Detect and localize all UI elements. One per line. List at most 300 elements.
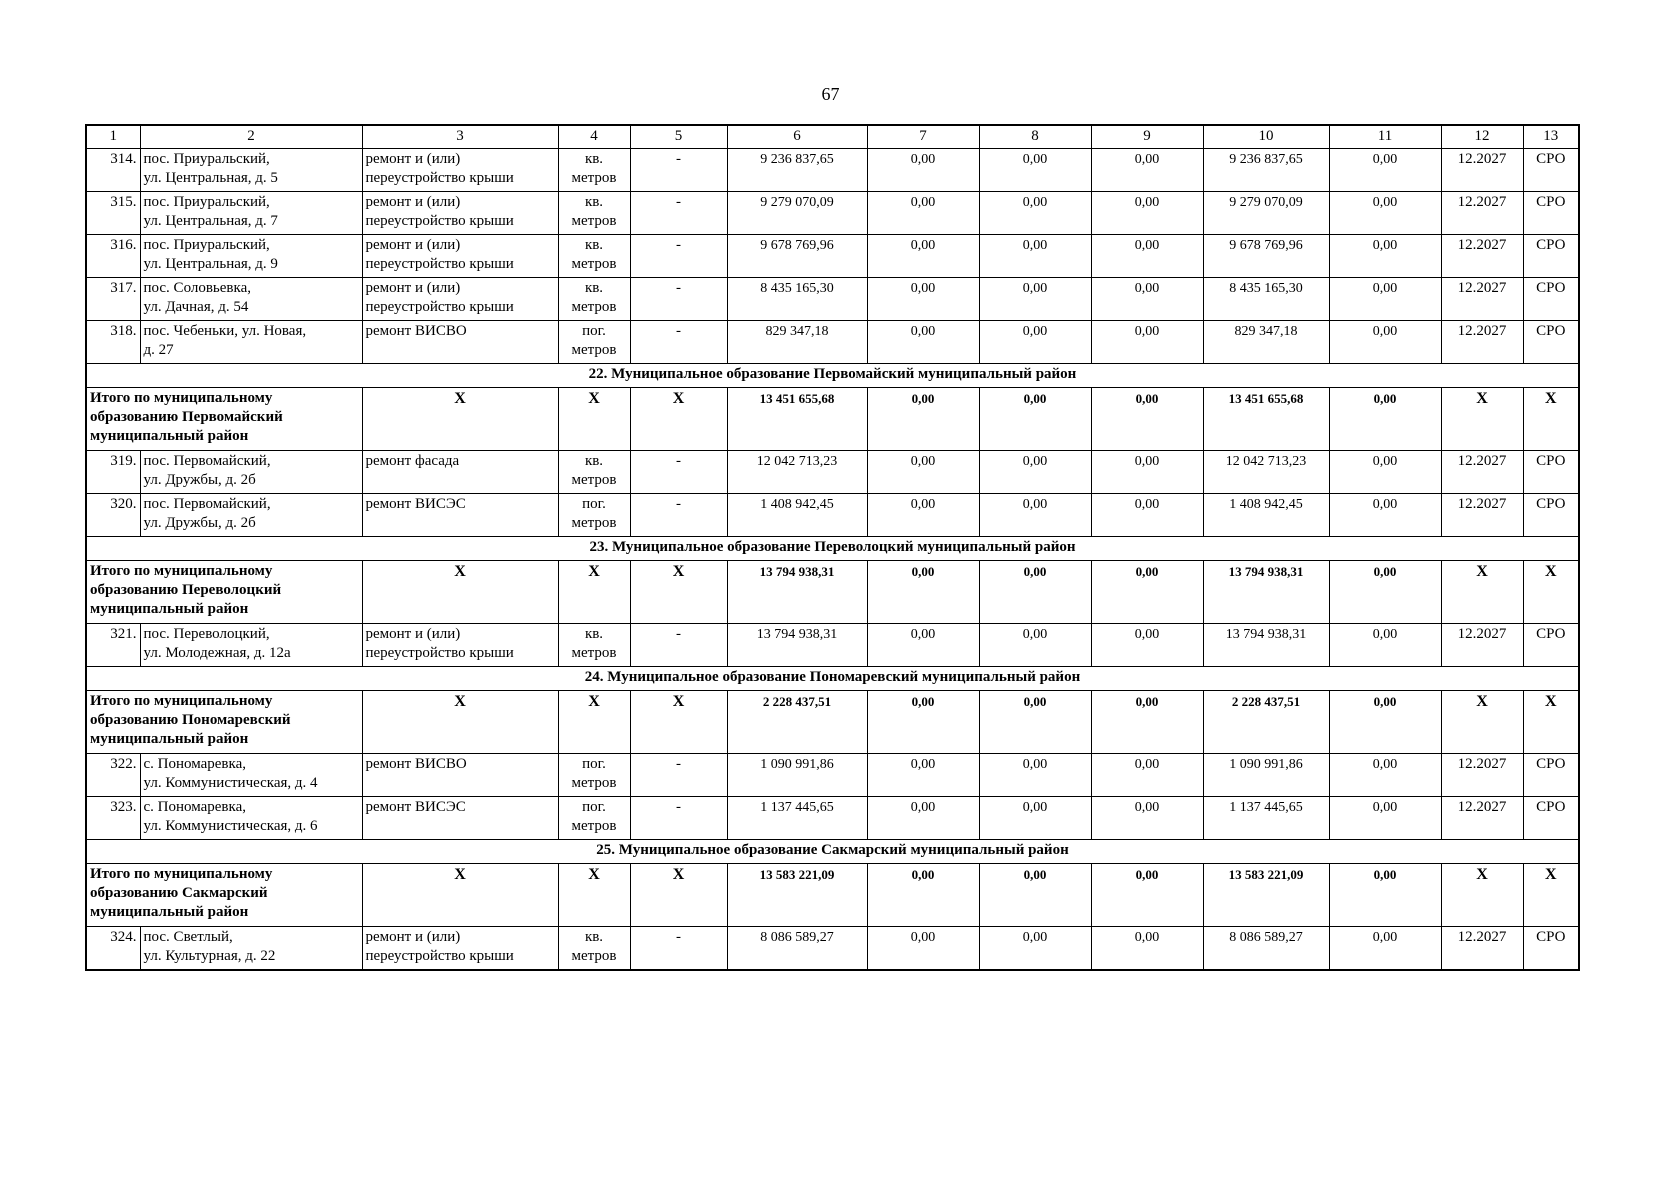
- cell-col8: 0,00: [979, 561, 1091, 624]
- row-number: 317.: [86, 278, 140, 321]
- unit-cell-line: метров: [571, 213, 617, 229]
- cell-col9: 0,00: [1091, 494, 1203, 537]
- work-type-cell: [362, 321, 558, 364]
- subtotal-label-line: Итого по муниципальному: [90, 390, 273, 406]
- unit-cell: [558, 754, 630, 797]
- column-number-header: 6: [727, 125, 867, 149]
- cell-col7: 0,00: [867, 235, 979, 278]
- cell-col5: -: [630, 149, 727, 192]
- cell-col12: X: [1441, 864, 1523, 927]
- address-cell-line: ул. Коммунистическая, д. 6: [143, 818, 318, 834]
- row-number: 318.: [86, 321, 140, 364]
- address-cell: [140, 754, 362, 797]
- address-cell-line: ул. Центральная, д. 9: [143, 256, 278, 272]
- row-number: 319.: [86, 451, 140, 494]
- column-number-header: 7: [867, 125, 979, 149]
- cell-deadline: 12.2027: [1441, 321, 1523, 364]
- address-cell-line: пос. Соловьевка,: [143, 280, 251, 296]
- cell-col5: -: [630, 321, 727, 364]
- work-type-cell-line: переустройство крыши: [365, 256, 514, 272]
- cell-col9: 0,00: [1091, 864, 1203, 927]
- row-number: 322.: [86, 754, 140, 797]
- cell-source: СРО: [1523, 624, 1579, 667]
- cell-source: СРО: [1523, 797, 1579, 840]
- cell-col11: 0,00: [1329, 691, 1441, 754]
- subtotal-label-line: Итого по муниципальному: [90, 563, 273, 579]
- cell-col4: X: [558, 864, 630, 927]
- cell-col10: 1 408 942,45: [1203, 494, 1329, 537]
- address-cell: [140, 321, 362, 364]
- cell-col3: X: [362, 561, 558, 624]
- table-row: [86, 235, 1579, 278]
- cell-col8: 0,00: [979, 149, 1091, 192]
- subtotal-row: [86, 561, 1579, 624]
- cell-total-cost: 13 583 221,09: [727, 864, 867, 927]
- cell-col12: X: [1441, 691, 1523, 754]
- cell-col7: 0,00: [867, 321, 979, 364]
- address-cell: [140, 149, 362, 192]
- subtotal-label: [86, 561, 362, 624]
- work-type-cell: [362, 624, 558, 667]
- address-cell: [140, 927, 362, 971]
- address-cell-line: д. 27: [143, 342, 174, 358]
- cell-col11: 0,00: [1329, 927, 1441, 971]
- table-row: [86, 624, 1579, 667]
- cell-col10: 13 583 221,09: [1203, 864, 1329, 927]
- row-number: 315.: [86, 192, 140, 235]
- cell-col5: -: [630, 494, 727, 537]
- unit-cell-line: кв.: [584, 626, 604, 642]
- cell-col4: X: [558, 388, 630, 451]
- subtotal-row: [86, 691, 1579, 754]
- address-cell-line: ул. Культурная, д. 22: [143, 948, 276, 964]
- unit-cell-line: кв.: [584, 151, 604, 167]
- cell-col5: -: [630, 927, 727, 971]
- work-type-cell-line: переустройство крыши: [365, 213, 514, 229]
- cell-col10: 13 451 655,68: [1203, 388, 1329, 451]
- cell-col4: X: [558, 561, 630, 624]
- table-row: [86, 494, 1579, 537]
- work-type-cell-line: ремонт и (или): [365, 237, 461, 253]
- cell-col10: 1 137 445,65: [1203, 797, 1329, 840]
- table-row: [86, 192, 1579, 235]
- unit-cell-line: пог.: [582, 799, 606, 815]
- cell-col7: 0,00: [867, 149, 979, 192]
- column-number-header: 1: [86, 125, 140, 149]
- subtotal-label: [86, 388, 362, 451]
- subtotal-label-line: образованию Сакмарский: [90, 885, 268, 901]
- cell-deadline: 12.2027: [1441, 451, 1523, 494]
- cell-col5: X: [630, 864, 727, 927]
- cell-col11: 0,00: [1329, 235, 1441, 278]
- address-cell-line: ул. Дачная, д. 54: [143, 299, 249, 315]
- unit-cell-line: метров: [571, 515, 617, 531]
- cell-deadline: 12.2027: [1441, 235, 1523, 278]
- row-number: 314.: [86, 149, 140, 192]
- work-type-cell: [362, 278, 558, 321]
- cell-col7: 0,00: [867, 864, 979, 927]
- address-cell-line: ул. Центральная, д. 5: [143, 170, 278, 186]
- table-row: [86, 797, 1579, 840]
- subtotal-label-line: муниципальный район: [90, 601, 249, 617]
- cell-total-cost: 9 678 769,96: [727, 235, 867, 278]
- cell-col11: 0,00: [1329, 192, 1441, 235]
- row-number: 324.: [86, 927, 140, 971]
- address-cell-line: пос. Светлый,: [143, 929, 233, 945]
- cell-col10: 8 086 589,27: [1203, 927, 1329, 971]
- address-cell: [140, 192, 362, 235]
- cell-col12: X: [1441, 561, 1523, 624]
- address-cell-line: с. Пономаревка,: [143, 756, 246, 772]
- cell-col3: X: [362, 864, 558, 927]
- cell-col10: 1 090 991,86: [1203, 754, 1329, 797]
- cell-total-cost: 829 347,18: [727, 321, 867, 364]
- cell-total-cost: 1 408 942,45: [727, 494, 867, 537]
- cell-col5: -: [630, 754, 727, 797]
- subtotal-label: [86, 691, 362, 754]
- cell-col13: X: [1523, 388, 1579, 451]
- cell-col9: 0,00: [1091, 192, 1203, 235]
- unit-cell-line: метров: [571, 299, 617, 315]
- cell-deadline: 12.2027: [1441, 278, 1523, 321]
- address-cell-line: пос. Приуральский,: [143, 194, 270, 210]
- address-cell-line: ул. Коммунистическая, д. 4: [143, 775, 318, 791]
- cell-deadline: 12.2027: [1441, 192, 1523, 235]
- cell-col8: 0,00: [979, 691, 1091, 754]
- address-cell-line: ул. Дружбы, д. 2б: [143, 472, 256, 488]
- work-type-cell: [362, 797, 558, 840]
- cell-col5: -: [630, 624, 727, 667]
- cell-source: СРО: [1523, 451, 1579, 494]
- work-type-cell-line: ремонт и (или): [365, 194, 461, 210]
- work-type-cell: [362, 494, 558, 537]
- unit-cell-line: метров: [571, 948, 617, 964]
- address-cell-line: пос. Переволоцкий,: [143, 626, 270, 642]
- cell-col13: X: [1523, 864, 1579, 927]
- subtotal-label: [86, 864, 362, 927]
- column-number-header: 9: [1091, 125, 1203, 149]
- cell-total-cost: 9 279 070,09: [727, 192, 867, 235]
- column-number-header: 11: [1329, 125, 1441, 149]
- table-row: [86, 321, 1579, 364]
- subtotal-label-line: Итого по муниципальному: [90, 866, 273, 882]
- cell-col10: 12 042 713,23: [1203, 451, 1329, 494]
- subtotal-label-line: образованию Первомайский: [90, 409, 283, 425]
- cell-col11: 0,00: [1329, 494, 1441, 537]
- work-type-cell: [362, 192, 558, 235]
- cell-source: СРО: [1523, 192, 1579, 235]
- work-type-cell-line: ремонт и (или): [365, 929, 461, 945]
- cell-col10: 829 347,18: [1203, 321, 1329, 364]
- unit-cell-line: кв.: [584, 929, 604, 945]
- cell-total-cost: 8 435 165,30: [727, 278, 867, 321]
- cell-col10: 9 236 837,65: [1203, 149, 1329, 192]
- unit-cell: [558, 451, 630, 494]
- cell-col10: 13 794 938,31: [1203, 561, 1329, 624]
- cell-total-cost: 1 137 445,65: [727, 797, 867, 840]
- cell-col9: 0,00: [1091, 561, 1203, 624]
- subtotal-row: [86, 864, 1579, 927]
- cell-col13: X: [1523, 691, 1579, 754]
- cell-deadline: 12.2027: [1441, 624, 1523, 667]
- cell-col5: X: [630, 691, 727, 754]
- cell-total-cost: 13 794 938,31: [727, 624, 867, 667]
- column-number-header: 12: [1441, 125, 1523, 149]
- subtotal-label-line: Итого по муниципальному: [90, 693, 273, 709]
- table-row: [86, 754, 1579, 797]
- row-number: 321.: [86, 624, 140, 667]
- cell-deadline: 12.2027: [1441, 494, 1523, 537]
- cell-col11: 0,00: [1329, 624, 1441, 667]
- unit-cell-line: метров: [571, 818, 617, 834]
- cell-source: СРО: [1523, 149, 1579, 192]
- address-cell: [140, 451, 362, 494]
- column-number-header-row: [86, 125, 1579, 149]
- cell-deadline: 12.2027: [1441, 149, 1523, 192]
- cell-col7: 0,00: [867, 451, 979, 494]
- cell-col8: 0,00: [979, 754, 1091, 797]
- work-type-cell-line: ремонт и (или): [365, 626, 461, 642]
- cell-deadline: 12.2027: [1441, 754, 1523, 797]
- address-cell-line: ул. Дружбы, д. 2б: [143, 515, 256, 531]
- cell-col9: 0,00: [1091, 691, 1203, 754]
- cell-col8: 0,00: [979, 321, 1091, 364]
- address-cell: [140, 624, 362, 667]
- address-cell-line: пос. Первомайский,: [143, 453, 271, 469]
- table-row: [86, 927, 1579, 971]
- section-heading-row: [86, 364, 1579, 388]
- column-number-header: 13: [1523, 125, 1579, 149]
- unit-cell: [558, 927, 630, 971]
- unit-cell: [558, 192, 630, 235]
- table-row: [86, 451, 1579, 494]
- address-cell-line: с. Пономаревка,: [143, 799, 246, 815]
- cell-col9: 0,00: [1091, 321, 1203, 364]
- unit-cell-line: метров: [571, 645, 617, 661]
- section-heading-row: [86, 537, 1579, 561]
- cell-total-cost: 2 228 437,51: [727, 691, 867, 754]
- work-type-cell: [362, 149, 558, 192]
- cell-col10: 13 794 938,31: [1203, 624, 1329, 667]
- cell-col9: 0,00: [1091, 278, 1203, 321]
- cell-col11: 0,00: [1329, 278, 1441, 321]
- subtotal-label-line: муниципальный район: [90, 904, 249, 920]
- cell-col11: 0,00: [1329, 561, 1441, 624]
- cell-col11: 0,00: [1329, 864, 1441, 927]
- subtotal-label-line: образованию Пономаревский: [90, 712, 291, 728]
- table-row: [86, 278, 1579, 321]
- cell-col7: 0,00: [867, 797, 979, 840]
- cell-col7: 0,00: [867, 561, 979, 624]
- cell-source: СРО: [1523, 321, 1579, 364]
- cell-col7: 0,00: [867, 388, 979, 451]
- unit-cell: [558, 321, 630, 364]
- unit-cell-line: кв.: [584, 194, 604, 210]
- cell-source: СРО: [1523, 278, 1579, 321]
- address-cell-line: пос. Первомайский,: [143, 496, 271, 512]
- subtotal-label-line: образованию Переволоцкий: [90, 582, 282, 598]
- table-row: [86, 149, 1579, 192]
- cell-total-cost: 13 451 655,68: [727, 388, 867, 451]
- unit-cell-line: метров: [571, 472, 617, 488]
- section-title: 24. Муниципальное образование Пономаревский муниципальный район: [86, 667, 1579, 691]
- column-number-header: 2: [140, 125, 362, 149]
- work-type-cell-line: переустройство крыши: [365, 645, 514, 661]
- cell-col5: X: [630, 388, 727, 451]
- cell-col5: -: [630, 192, 727, 235]
- row-number: 320.: [86, 494, 140, 537]
- unit-cell-line: кв.: [584, 280, 604, 296]
- cell-col7: 0,00: [867, 927, 979, 971]
- cell-col8: 0,00: [979, 451, 1091, 494]
- cell-total-cost: 1 090 991,86: [727, 754, 867, 797]
- column-number-header: 4: [558, 125, 630, 149]
- cell-col9: 0,00: [1091, 927, 1203, 971]
- cell-col7: 0,00: [867, 691, 979, 754]
- cell-col5: X: [630, 561, 727, 624]
- section-title: 22. Муниципальное образование Первомайский муниципальный район: [86, 364, 1579, 388]
- cell-col8: 0,00: [979, 192, 1091, 235]
- cell-col11: 0,00: [1329, 451, 1441, 494]
- cell-col9: 0,00: [1091, 624, 1203, 667]
- cell-col8: 0,00: [979, 388, 1091, 451]
- cell-deadline: 12.2027: [1441, 797, 1523, 840]
- column-number-header: 8: [979, 125, 1091, 149]
- unit-cell: [558, 278, 630, 321]
- cell-total-cost: 8 086 589,27: [727, 927, 867, 971]
- cell-col8: 0,00: [979, 864, 1091, 927]
- address-cell: [140, 797, 362, 840]
- section-title: 23. Муниципальное образование Переволоцкий муниципальный район: [86, 537, 1579, 561]
- unit-cell: [558, 235, 630, 278]
- unit-cell: [558, 149, 630, 192]
- cell-col11: 0,00: [1329, 754, 1441, 797]
- cell-total-cost: 13 794 938,31: [727, 561, 867, 624]
- cell-col5: -: [630, 797, 727, 840]
- work-type-cell: [362, 451, 558, 494]
- cell-col11: 0,00: [1329, 321, 1441, 364]
- work-type-cell-line: ремонт ВИСВО: [365, 756, 467, 772]
- subtotal-row: [86, 388, 1579, 451]
- column-number-header: 3: [362, 125, 558, 149]
- address-cell: [140, 494, 362, 537]
- cell-col7: 0,00: [867, 624, 979, 667]
- cell-col9: 0,00: [1091, 451, 1203, 494]
- cell-total-cost: 9 236 837,65: [727, 149, 867, 192]
- cell-col13: X: [1523, 561, 1579, 624]
- unit-cell-line: кв.: [584, 453, 604, 469]
- address-cell-line: пос. Приуральский,: [143, 151, 270, 167]
- subtotal-label-line: муниципальный район: [90, 428, 249, 444]
- cell-col7: 0,00: [867, 192, 979, 235]
- cell-col5: -: [630, 235, 727, 278]
- cell-col8: 0,00: [979, 624, 1091, 667]
- cell-col7: 0,00: [867, 278, 979, 321]
- cell-col10: 8 435 165,30: [1203, 278, 1329, 321]
- cell-col8: 0,00: [979, 927, 1091, 971]
- cell-col11: 0,00: [1329, 149, 1441, 192]
- work-type-cell-line: ремонт ВИСЭС: [365, 496, 466, 512]
- cell-col9: 0,00: [1091, 235, 1203, 278]
- work-type-cell-line: ремонт ВИСВО: [365, 323, 467, 339]
- cell-col7: 0,00: [867, 754, 979, 797]
- cell-col7: 0,00: [867, 494, 979, 537]
- address-cell-line: ул. Центральная, д. 7: [143, 213, 278, 229]
- cell-col9: 0,00: [1091, 754, 1203, 797]
- cell-col8: 0,00: [979, 278, 1091, 321]
- cell-col5: -: [630, 451, 727, 494]
- work-type-cell-line: переустройство крыши: [365, 170, 514, 186]
- cell-col3: X: [362, 388, 558, 451]
- work-type-cell: [362, 235, 558, 278]
- cell-col8: 0,00: [979, 494, 1091, 537]
- unit-cell-line: метров: [571, 256, 617, 272]
- address-cell: [140, 278, 362, 321]
- column-number-header: 10: [1203, 125, 1329, 149]
- cell-col11: 0,00: [1329, 797, 1441, 840]
- work-type-cell-line: переустройство крыши: [365, 948, 514, 964]
- cell-col8: 0,00: [979, 235, 1091, 278]
- work-type-cell-line: ремонт и (или): [365, 151, 461, 167]
- cell-source: СРО: [1523, 927, 1579, 971]
- work-type-cell-line: ремонт фасада: [365, 453, 460, 469]
- address-cell: [140, 235, 362, 278]
- cell-col10: 9 678 769,96: [1203, 235, 1329, 278]
- row-number: 323.: [86, 797, 140, 840]
- cell-col9: 0,00: [1091, 388, 1203, 451]
- cell-col10: 2 228 437,51: [1203, 691, 1329, 754]
- unit-cell-line: метров: [571, 170, 617, 186]
- cell-col9: 0,00: [1091, 149, 1203, 192]
- cell-col9: 0,00: [1091, 797, 1203, 840]
- unit-cell-line: пог.: [582, 496, 606, 512]
- cell-col4: X: [558, 691, 630, 754]
- cell-source: СРО: [1523, 235, 1579, 278]
- work-type-cell-line: переустройство крыши: [365, 299, 514, 315]
- unit-cell: [558, 494, 630, 537]
- page-number: 67: [821, 84, 840, 104]
- cell-source: СРО: [1523, 494, 1579, 537]
- work-type-cell: [362, 754, 558, 797]
- cell-source: СРО: [1523, 754, 1579, 797]
- work-type-cell-line: ремонт ВИСЭС: [365, 799, 466, 815]
- unit-cell-line: пог.: [582, 756, 606, 772]
- cell-col10: 9 279 070,09: [1203, 192, 1329, 235]
- unit-cell: [558, 797, 630, 840]
- unit-cell-line: метров: [571, 342, 617, 358]
- cell-col11: 0,00: [1329, 388, 1441, 451]
- cell-total-cost: 12 042 713,23: [727, 451, 867, 494]
- cell-col5: -: [630, 278, 727, 321]
- unit-cell: [558, 624, 630, 667]
- address-cell-line: пос. Чебеньки, ул. Новая,: [143, 323, 307, 339]
- row-number: 316.: [86, 235, 140, 278]
- cell-col12: X: [1441, 388, 1523, 451]
- subtotal-label-line: муниципальный район: [90, 731, 249, 747]
- capital-repair-table: [85, 124, 1580, 971]
- address-cell-line: ул. Молодежная, д. 12а: [143, 645, 291, 661]
- section-title: 25. Муниципальное образование Сакмарский муниципальный район: [86, 840, 1579, 864]
- cell-deadline: 12.2027: [1441, 927, 1523, 971]
- cell-col3: X: [362, 691, 558, 754]
- unit-cell-line: метров: [571, 775, 617, 791]
- unit-cell-line: кв.: [584, 237, 604, 253]
- section-heading-row: [86, 840, 1579, 864]
- section-heading-row: [86, 667, 1579, 691]
- address-cell-line: пос. Приуральский,: [143, 237, 270, 253]
- cell-col8: 0,00: [979, 797, 1091, 840]
- work-type-cell-line: ремонт и (или): [365, 280, 461, 296]
